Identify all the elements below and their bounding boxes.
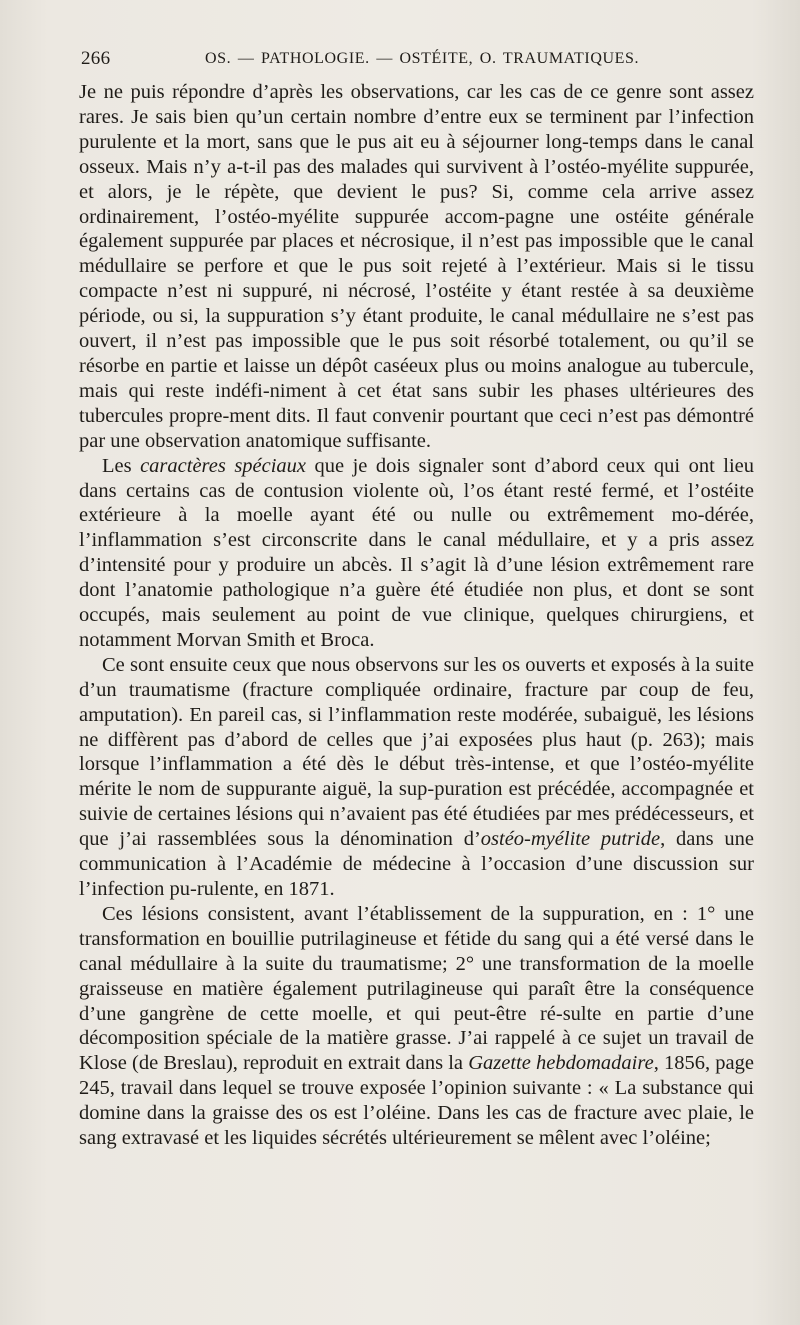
running-title: OS. — PATHOLOGIE. — OSTÉITE, O. TRAUMATIQUES. — [205, 50, 640, 67]
italic-phrase: caractères spéciaux — [140, 454, 307, 477]
running-head — [79, 44, 754, 74]
paragraph — [79, 80, 754, 454]
text-run: Les — [102, 454, 141, 477]
text-run: que je dois signaler sont d’abord ceux qui ont lieu dans certains cas de contusion violente où, l’os étant resté fermé, et l’ostéite extérieure à la moelle ayant été ou nulle ou extrêmement mo-dérée, l’inflammation s’est circonscrite dans le canal médullaire, et y a pris assez d’intensité pour y produire un abcès. Il s’agit là d’une lésion extrêmement rare dont l’anatomie pathologique n’a guère été étudiée non plus, et dont se sont occupés, mais seulement au point de vue clinique, quelques chirurgiens, et notamment Morvan Smith et Broca. — [79, 454, 755, 651]
italic-phrase: ostéo-myélite putride — [480, 828, 661, 851]
paragraph — [79, 902, 754, 1151]
text-body — [79, 80, 754, 1151]
text-run: , 1856, page 245, travail dans lequel se trouve exposée l’opinion suivante : « La substance qui domine dans la graisse des os est l’oléine. Dans les cas de fracture avec plaie, le sang extravasé et les liquides sécrétés ultérieurement se mêlent avec l’oléine; — [79, 1052, 754, 1150]
paragraph — [79, 653, 754, 902]
paragraph — [79, 454, 754, 653]
page-number: 266 — [81, 48, 111, 69]
italic-phrase: Gazette hebdomadaire — [468, 1052, 654, 1075]
text-run: Je ne puis répondre d’après les observations, car les cas de ce genre sont assez rares. Je sais bien qu’un certain nombre d’entre eux se terminent par l’infection purulente et la mort, sans que le pus ait eu à séjourner long-temps dans le canal osseux. Mais n’y a-t-il pas des malades qui survivent à l’ostéo-myélite suppurée, et alors, je le répète, que devient le pus? Si, comme cela arrive assez ordinairement, l’ostéo-myélite suppurée accom-pagne une ostéite générale également suppurée par places et nécrosique, il n’est pas impossible que le canal médullaire se perfore et que le pus soit rejeté à l’extérieur. Mais si le tissu compacte n’est ni suppuré, ni nécrosé, l’ostéite y étant restée à sa deuxième période, ou si, la suppuration s’y étant produite, le canal médullaire ne s’est pas ouvert, il n’est pas impossible que le pus soit résorbé totalement, ou qu’il se résorbe en partie et laisse un dépôt caséeux plus ou moins analogue au tubercule, mais qui reste indéfi-niment à cet état sans subir les phases ultérieures des tubercules propre-ment dits. Il faut convenir pourtant que ceci n’est pas démontré par une observation anatomique suffisante. — [79, 81, 754, 452]
text-run: Ces lésions consistent, avant l’établissement de la suppuration, en : 1° une transformation en bouillie putrilagineuse et fétide du sang qui a été versé dans le canal médullaire à la suite du traumatisme; 2° une transformation de la moelle graisseuse en matière également putrilagineuse qui paraît être la conséquence d’une gangrène de cette moelle, et qui peut-être ré-sulte en partie d’une décomposition spéciale de la matière grasse. J’ai rappelé à ce sujet un travail de Klose (de Breslau), reproduit en extrait dans la — [79, 902, 754, 1075]
text-run: Ce sont ensuite ceux que nous observons sur les os ouverts et exposés à la suite d’un traumatisme (fracture compliquée ordinaire, fracture par coup de feu, amputation). En pareil cas, si l’inflammation reste modérée, subaiguë, les lésions ne diffèrent pas d’abord de celles que j’ai exposées plus haut (p. 263); mais lorsque l’inflammation a été dès le début très-intense, et que l’ostéo-myélite mérite le nom de suppurante aiguë, la sup-puration est précédée, accompagnée et suivie de certaines lésions qui n’avaient pas été étudiées par mes prédécesseurs, et que j’ai rassemblées sous la dénomination d’ — [79, 653, 754, 851]
text-run: , dans une communication à l’Académie de médecine à l’occasion d’une discussion sur l’infection pu-rulente, en 1871. — [79, 828, 754, 900]
